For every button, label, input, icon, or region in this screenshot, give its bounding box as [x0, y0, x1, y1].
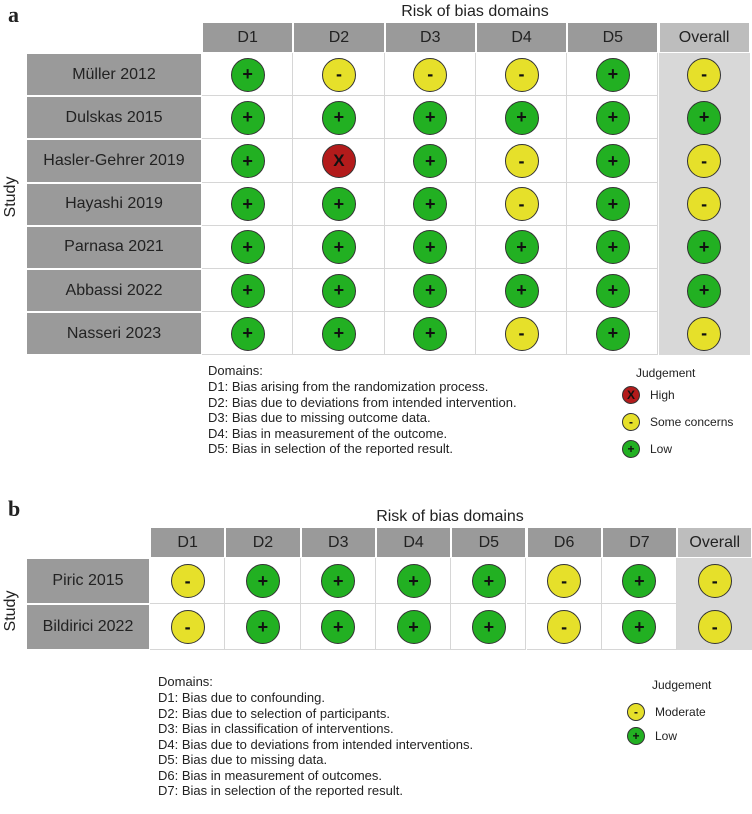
- legend-dot-low: +: [627, 727, 645, 745]
- judgement-dot-low: +: [413, 101, 447, 135]
- study-label: Hasler-Gehrer 2019: [26, 139, 202, 182]
- legend-item-low: [622, 440, 672, 458]
- column-header-d6: D6: [527, 527, 602, 558]
- judgement-dot-low: +: [687, 274, 721, 308]
- panel-b-label: b: [8, 496, 21, 521]
- judgement-dot-some: -: [505, 144, 539, 178]
- column-header-d3: D3: [385, 22, 476, 53]
- judgement-dot-low: +: [505, 101, 539, 135]
- judgement-dot-some: -: [547, 610, 581, 644]
- panel-a-title: Risk of bias domains: [401, 3, 549, 20]
- judgement-dot-some: -: [547, 564, 581, 598]
- judgement-dot-low: +: [622, 610, 656, 644]
- column-header-overall: Overall: [677, 527, 752, 558]
- domain-description: D4: Bias in measurement of the outcome.: [208, 425, 448, 441]
- judgement-dot-some: -: [687, 144, 721, 178]
- judgement-dot-low: +: [246, 564, 280, 598]
- judgement-dot-low: +: [231, 144, 265, 178]
- column-header-d4: D4: [376, 527, 451, 558]
- column-header-d7: D7: [602, 527, 677, 558]
- study-label: Parnasa 2021: [26, 226, 202, 269]
- judgement-dot-some: -: [322, 58, 356, 92]
- judgement-dot-low: +: [322, 187, 356, 221]
- judgement-dot-some: -: [687, 58, 721, 92]
- judgement-dot-some: -: [687, 317, 721, 351]
- column-header-d1: D1: [202, 22, 293, 53]
- domain-description: D1: Bias arising from the randomization process.: [208, 379, 489, 394]
- legend-dot-some: -: [622, 413, 640, 431]
- judgement-dot-low: +: [231, 230, 265, 264]
- legend-dot-low: +: [622, 440, 640, 458]
- judgement-dot-low: +: [687, 101, 721, 135]
- judgement-dot-low: +: [321, 564, 355, 598]
- study-label: Abbassi 2022: [26, 269, 202, 312]
- judgement-dot-low: +: [596, 274, 630, 308]
- judgement-dot-low: +: [322, 274, 356, 308]
- judgement-dot-low: +: [397, 564, 431, 598]
- legend-label: Moderate: [655, 705, 706, 719]
- judgement-dot-low: +: [596, 58, 630, 92]
- judgement-dot-low: +: [472, 610, 506, 644]
- judgement-dot-low: +: [231, 317, 265, 351]
- judgement-dot-low: +: [596, 187, 630, 221]
- study-label: Dulskas 2015: [26, 96, 202, 139]
- judgement-dot-low: +: [596, 317, 630, 351]
- domain-description: D7: Bias in selection of the reported result.: [158, 783, 403, 798]
- domain-description: D3: Bias in classification of interventions.: [158, 721, 394, 736]
- study-label: Nasseri 2023: [26, 312, 202, 355]
- domain-description: D5: Bias in selection of the reported result.: [208, 441, 453, 456]
- domain-description: D4: Bias due to deviations from intended interventions.: [158, 736, 474, 752]
- judgement-dot-low: +: [596, 230, 630, 264]
- column-header-overall: Overall: [659, 22, 750, 53]
- legend-item-some: [622, 413, 733, 431]
- judgement-dot-low: +: [505, 230, 539, 264]
- study-label: Müller 2012: [26, 53, 202, 96]
- panel-b-domains-title: Domains:: [158, 674, 213, 689]
- study-label: Bildirici 2022: [26, 604, 150, 650]
- legend-label: High: [650, 388, 675, 402]
- panel-b-ylabel: Study: [2, 590, 19, 632]
- judgement-dot-low: +: [413, 144, 447, 178]
- judgement-dot-low: +: [505, 274, 539, 308]
- legend-item-high: [622, 386, 675, 404]
- judgement-dot-low: +: [413, 274, 447, 308]
- judgement-dot-some: -: [413, 58, 447, 92]
- legend-dot-some: -: [627, 703, 645, 721]
- legend-item-low: [627, 727, 677, 745]
- judgement-dot-some: -: [171, 610, 205, 644]
- legend-dot-high: X: [622, 386, 640, 404]
- judgement-dot-some: -: [505, 317, 539, 351]
- judgement-dot-low: +: [231, 101, 265, 135]
- panel-a-label: a: [8, 2, 19, 27]
- judgement-dot-low: +: [472, 564, 506, 598]
- judgement-dot-high: X: [322, 144, 356, 178]
- judgement-dot-low: +: [231, 187, 265, 221]
- judgement-dot-some: -: [698, 610, 732, 644]
- judgement-dot-some: -: [687, 187, 721, 221]
- study-label: Hayashi 2019: [26, 183, 202, 226]
- domain-description: D6: Bias in measurement of outcomes.: [158, 767, 382, 783]
- judgement-dot-low: +: [322, 101, 356, 135]
- panel-a-judgement-title: Judgement: [636, 366, 696, 380]
- domain-description: D3: Bias due to missing outcome data.: [208, 410, 431, 425]
- study-label: Piric 2015: [26, 558, 150, 604]
- column-header-d4: D4: [476, 22, 567, 53]
- domain-description: D5: Bias due to missing data.: [158, 752, 328, 767]
- column-header-d3: D3: [301, 527, 376, 558]
- column-header-d2: D2: [293, 22, 384, 53]
- judgement-dot-low: +: [246, 610, 280, 644]
- column-header-d5: D5: [451, 527, 526, 558]
- judgement-dot-low: +: [687, 230, 721, 264]
- judgement-dot-low: +: [397, 610, 431, 644]
- judgement-dot-low: +: [596, 101, 630, 135]
- domain-description: D2: Bias due to selection of participants.: [158, 705, 390, 721]
- judgement-dot-low: +: [231, 274, 265, 308]
- panel-a-domains-title: Domains:: [208, 363, 263, 378]
- legend-label: Low: [650, 442, 673, 456]
- domain-description: D2: Bias due to deviations from intended intervention.: [208, 394, 517, 410]
- column-header-d5: D5: [567, 22, 658, 53]
- judgement-dot-some: -: [505, 187, 539, 221]
- legend-label: Some concerns: [650, 415, 734, 429]
- judgement-dot-low: +: [322, 230, 356, 264]
- judgement-dot-some: -: [698, 564, 732, 598]
- judgement-dot-low: +: [231, 58, 265, 92]
- judgement-dot-low: +: [413, 187, 447, 221]
- judgement-dot-low: +: [321, 610, 355, 644]
- legend-item-some: [627, 703, 706, 721]
- judgement-dot-some: -: [505, 58, 539, 92]
- column-header-d2: D2: [225, 527, 300, 558]
- column-header-d1: D1: [150, 527, 225, 558]
- judgement-dot-low: +: [413, 317, 447, 351]
- judgement-dot-some: -: [171, 564, 205, 598]
- judgement-dot-low: +: [322, 317, 356, 351]
- domain-description: D1: Bias due to confounding.: [158, 690, 325, 705]
- judgement-dot-low: +: [622, 564, 656, 598]
- judgement-dot-low: +: [596, 144, 630, 178]
- legend-label: Low: [655, 729, 678, 743]
- panel-b-judgement-title: Judgement: [652, 678, 712, 692]
- panel-b-title: Risk of bias domains: [376, 508, 524, 525]
- panel-a-ylabel: Study: [2, 176, 19, 218]
- judgement-dot-low: +: [413, 230, 447, 264]
